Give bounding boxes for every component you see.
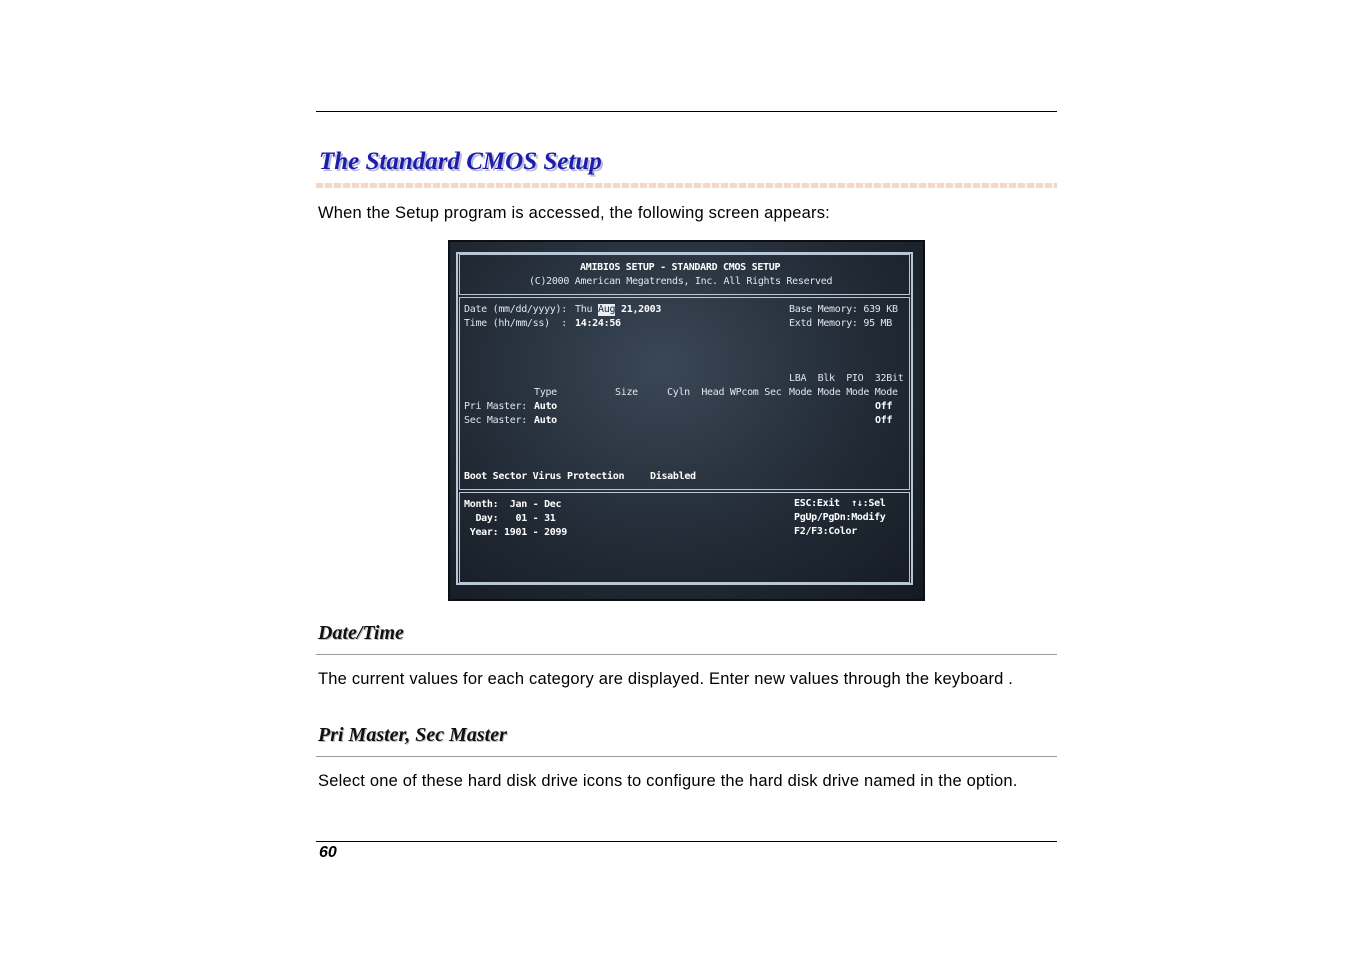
section-heading-pri-sec-master: Pri Master, Sec Master bbox=[318, 724, 507, 746]
bios-col-mid: Cyln Head WPcom Sec bbox=[667, 387, 782, 398]
bios-col-header-2: Mode Mode Mode Mode bbox=[789, 387, 898, 398]
bios-col-header-1: LBA Blk PIO 32Bit bbox=[789, 373, 904, 384]
bios-key-esc: ESC:Exit ↑↓:Sel bbox=[794, 498, 886, 509]
bios-virus-label: Boot Sector Virus Protection bbox=[464, 471, 625, 482]
bios-base-memory: Base Memory: 639 KB bbox=[789, 304, 898, 315]
bios-pri-master-32bit: Off bbox=[875, 401, 893, 412]
bios-help-day: Day: 01 - 31 bbox=[464, 513, 556, 524]
bios-virus-value[interactable]: Disabled bbox=[650, 471, 696, 482]
bios-time-label: Time (hh/mm/ss) : bbox=[464, 318, 567, 329]
bottom-rule bbox=[316, 841, 1057, 842]
bios-sec-master-32bit: Off bbox=[875, 415, 893, 426]
bios-date-day: Thu bbox=[575, 304, 593, 315]
bios-extd-memory: Extd Memory: 95 MB bbox=[789, 318, 892, 329]
bios-col-size: Size bbox=[615, 387, 638, 398]
top-rule bbox=[316, 111, 1057, 112]
page-number: 60 bbox=[319, 844, 337, 861]
section-text-pri-sec-master: Select one of these hard disk drive icons to configure the hard disk drive named in the option. bbox=[318, 772, 1018, 790]
bios-date-label: Date (mm/dd/yyyy): bbox=[464, 304, 567, 315]
section-rule-pri-sec-master bbox=[316, 756, 1057, 757]
bios-key-pg: PgUp/PgDn:Modify bbox=[794, 512, 886, 523]
bios-col-type: Type bbox=[534, 387, 557, 398]
bios-pri-master-label: Pri Master: bbox=[464, 401, 527, 412]
bios-date-rest[interactable]: 21,2003 bbox=[621, 304, 662, 315]
bios-sec-master-label: Sec Master: bbox=[464, 415, 527, 426]
page-title: The Standard CMOS Setup bbox=[319, 148, 602, 175]
section-heading-date-time: Date/Time bbox=[318, 622, 404, 644]
bios-help-year: Year: 1901 - 2099 bbox=[464, 527, 567, 538]
bios-sec-master-type[interactable]: Auto bbox=[534, 415, 557, 426]
title-underline bbox=[316, 183, 1057, 188]
intro-text: When the Setup program is accessed, the following screen appears: bbox=[318, 204, 830, 222]
bios-date-month[interactable]: Aug bbox=[598, 304, 616, 315]
bios-time-value[interactable]: 14:24:56 bbox=[575, 318, 621, 329]
bios-header-title: AMIBIOS SETUP - STANDARD CMOS SETUP bbox=[580, 262, 781, 273]
bios-header-copyright: (C)2000 American Megatrends, Inc. All Rights Reserved bbox=[529, 276, 833, 287]
section-rule-date-time bbox=[316, 654, 1057, 655]
bios-help-month: Month: Jan - Dec bbox=[464, 499, 562, 510]
bios-key-f2: F2/F3:Color bbox=[794, 526, 857, 537]
bios-header-box bbox=[459, 254, 910, 295]
bios-screenshot bbox=[448, 240, 925, 601]
bios-pri-master-type[interactable]: Auto bbox=[534, 401, 557, 412]
section-text-date-time: The current values for each category are displayed. Enter new values through the keyboard . bbox=[318, 670, 1014, 688]
